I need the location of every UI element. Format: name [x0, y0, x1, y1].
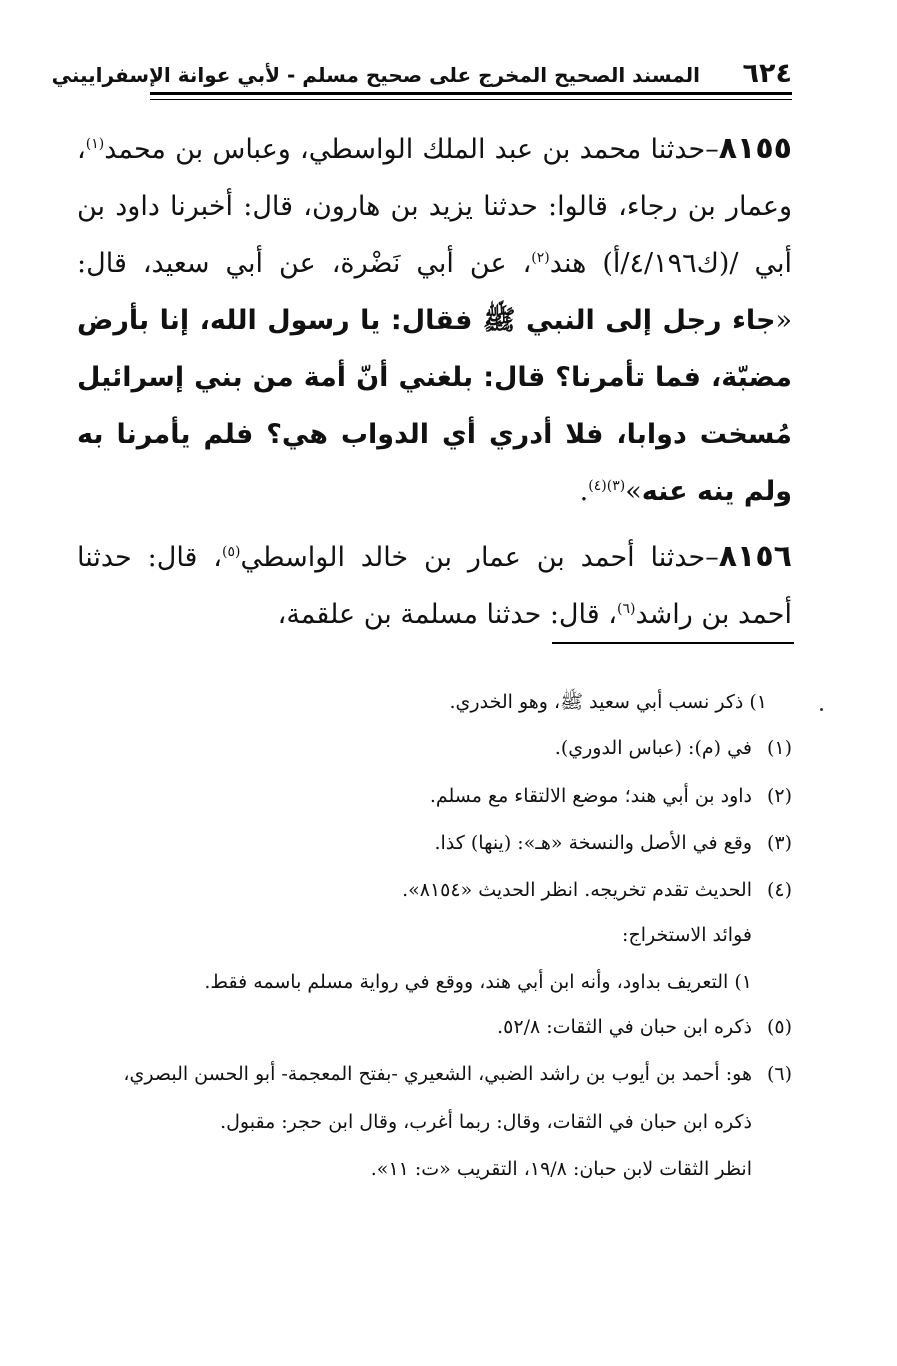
footnote-text: في (م): (عباس الدوري). [554, 737, 752, 759]
footnote-line [67, 688, 767, 716]
hadith-matn: جاء رجل إلى النبي ﷺ فقال: يا رسول الله، إنا بأرض مضبّة، فما تأمرنا؟ قال: بلغني أنّ أمة من بني إسرائيل مُسخت دوابا، فلا أدري أي الدواب هي؟ فلم يأمرنا به ولم ينه عنه [77, 305, 792, 507]
footnote-line [92, 1060, 792, 1088]
hadith-text: ، وعمار بن رجاء، قالوا: حدثنا يزيد بن هارون، قال: أخبرنا داود بن أبي /(ك٤/١٩٦/أ) هند [77, 134, 792, 279]
main-text [77, 120, 792, 651]
footnote-line [52, 968, 752, 996]
footnote-line [92, 1013, 792, 1041]
footnote-mark: (٤) [766, 879, 792, 901]
hadith-number: ٨١٥٥ [718, 131, 792, 166]
footnote-line [92, 829, 792, 857]
footnote-separator [552, 642, 794, 644]
footnote-mark: (٢) [766, 785, 792, 807]
footnote-text: ذكره ابن حبان في الثقات: ٥٢/٨. [497, 1016, 752, 1038]
footnote-text: داود بن أبي هند؛ موضع الالتقاء مع مسلم. [429, 785, 752, 807]
page-number: ٦٢٤ [742, 58, 792, 89]
footnote-line [92, 876, 792, 904]
footnote-text: ١) التعريف بداود، وأنه ابن أبي هند، ووقع في رواية مسلم باسمه فقط. [204, 971, 752, 993]
book-title: المسند الصحيح المخرج على صحيح مسلم - لأبي عوانة الإسفراييني [51, 63, 700, 87]
footnote-text: ذكره ابن حبان في الثقات، وقال: ربما أغرب، وقال ابن حجر: مقبول. [220, 1111, 752, 1133]
header-rule-thin [150, 99, 792, 100]
footnote-mark: (٥) [766, 1016, 792, 1038]
footnote-text: انظر الثقات لابن حبان: ١٩/٨، التقريب «ت: ١١». [370, 1158, 752, 1180]
hadith-text: –حدثنا محمد بن عبد الملك الواسطي، وعباس بن محمد [104, 134, 719, 165]
hadith-text: –حدثنا أحمد بن عمار بن خالد الواسطي [240, 542, 719, 573]
footnote-ref: (٢) [531, 250, 550, 266]
period: . [579, 476, 589, 507]
hadith-text: ، قال: حدثنا أحمد بن راشد [77, 542, 792, 630]
hadith-8156 [77, 528, 792, 643]
stray-mark [820, 708, 823, 711]
hadith-number: ٨١٥٦ [718, 539, 792, 574]
footnote-ref: (١) [85, 136, 105, 152]
hadith-8155 [77, 120, 792, 520]
footnote-ref: (٦) [616, 601, 636, 617]
footnote-mark: (٣) [766, 832, 792, 854]
hadith-text: ، قال: حدثنا مسلمة بن علقمة، [277, 599, 617, 630]
footnote-text: فوائد الاستخراج: [622, 924, 752, 946]
footnote-line [52, 1155, 752, 1183]
footnote-line [52, 921, 752, 949]
hadith-text: ، عن أبي نَضْرة، عن أبي سعيد، قال: « [77, 248, 792, 336]
footnote-mark: (١) [766, 737, 792, 759]
footnote-mark: (٦) [766, 1063, 792, 1085]
quote-close: » [625, 476, 642, 507]
footnote-line [52, 1108, 752, 1136]
footnote-line [92, 734, 792, 762]
footnote-ref: (٣)(٤) [588, 478, 626, 494]
footnote-text: هو: أحمد بن أيوب بن راشد الضبي، الشعيري -بفتح المعجمة- أبو الحسن البصري، [123, 1063, 752, 1085]
footnote-text: ١) ذكر نسب أبي سعيد ﷺ، وهو الخدري. [449, 691, 767, 713]
footnote-text: الحديث تقدم تخريجه. انظر الحديث «٨١٥٤». [402, 879, 752, 901]
footnote-line [92, 782, 792, 810]
footnote-ref: (٥) [222, 544, 241, 560]
footnote-text: وقع في الأصل والنسخة «هـ»: (ينها) كذا. [434, 832, 752, 854]
header-rule [150, 92, 792, 95]
